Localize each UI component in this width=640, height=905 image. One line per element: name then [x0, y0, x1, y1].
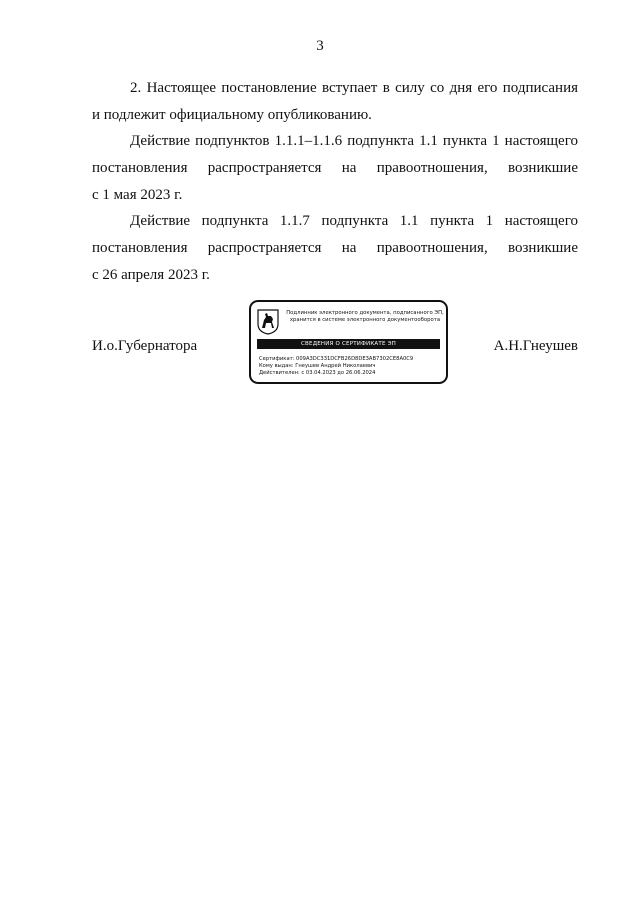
- certificate-owner: Кому выдан: Гнеушев Андрей Николаевич: [259, 363, 376, 369]
- paragraph-1: [92, 75, 578, 129]
- paragraph-line: с 26 апреля 2023 г.: [92, 267, 210, 283]
- paragraph-line: и подлежит официальному опубликованию.: [92, 107, 372, 123]
- paragraph-line: 2. Настоящее постановление вступает в силу со дня его подписания: [130, 80, 578, 96]
- paragraph-line: Действие подпункта 1.1.7 подпункта 1.1 пункта 1 настоящего: [130, 213, 578, 229]
- signatory-title: И.о.Губернатора: [92, 338, 198, 354]
- paragraph-line: с 1 мая 2023 г.: [92, 187, 183, 203]
- electronic-signature-stamp: [249, 300, 448, 384]
- page-number: 3: [316, 38, 324, 54]
- stamp-header-line: Подлинник электронного документа, подписанного ЭП,: [286, 310, 444, 316]
- paragraph-line: постановления распространяется на правоотношения, возникшие: [92, 160, 578, 176]
- paragraph-2: [92, 128, 578, 209]
- certificate-number: Сертификат: 009A3DC331DCFB26D8DE3AB7302CE8A0C9: [259, 356, 414, 362]
- signatory-name: А.Н.Гнеушев: [493, 338, 578, 354]
- paragraph-3: [92, 208, 578, 289]
- certificate-info-bar: СВЕДЕНИЯ О СЕРТИФИКАТЕ ЭП: [257, 339, 440, 349]
- paragraph-line: постановления распространяется на правоотношения, возникшие: [92, 240, 578, 256]
- stamp-header: [285, 310, 445, 324]
- certificate-validity: Действителен: с 03.04.2023 до 26.06.2024: [259, 370, 376, 376]
- coat-of-arms-icon: [257, 309, 279, 335]
- paragraph-line: Действие подпунктов 1.1.1–1.1.6 подпункта 1.1 пункта 1 настоящего: [130, 133, 578, 149]
- stamp-header-line: хранится в системе электронного документооборота: [289, 317, 441, 323]
